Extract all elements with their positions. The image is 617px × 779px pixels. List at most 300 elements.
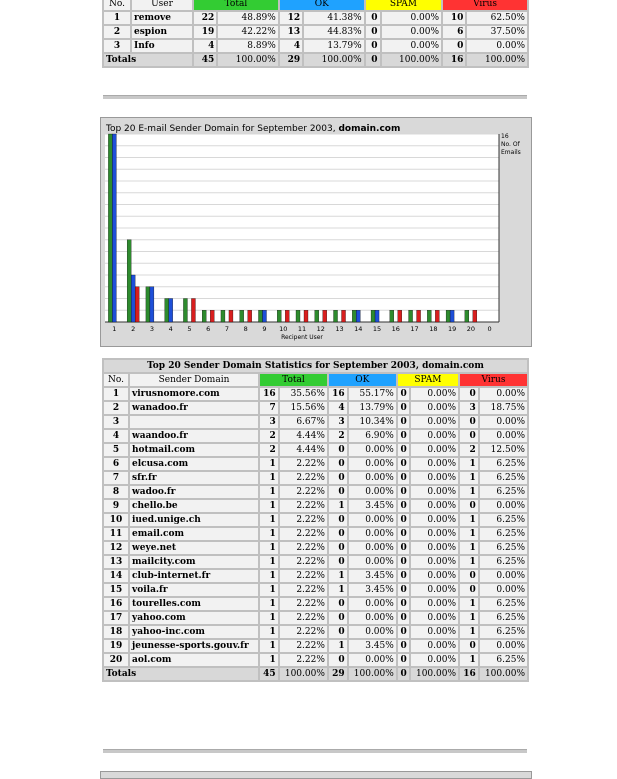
- table-header-row: [104, 0, 527, 10]
- cell-spam: 0: [398, 556, 409, 568]
- bar-ok: [262, 310, 266, 322]
- cell-total: 1: [260, 654, 278, 666]
- bar-virus: [285, 310, 289, 322]
- cell-no: 4: [104, 430, 128, 442]
- bar-total: [258, 310, 262, 322]
- table-row: [104, 640, 527, 652]
- cell-domain: chello.be: [130, 500, 258, 512]
- cell-total-pct: 2.22%: [280, 570, 327, 582]
- bar-ok: [169, 299, 173, 323]
- cell-total-pct: 8.89%: [218, 40, 278, 52]
- cell-spam-pct: 0.00%: [411, 458, 458, 470]
- table-row: [104, 388, 527, 400]
- cell-ok-pct: 0.00%: [349, 514, 396, 526]
- cell-virus-pct: 6.25%: [480, 598, 527, 610]
- cell-spam: 0: [398, 514, 409, 526]
- cell-no: 1: [104, 388, 128, 400]
- x-tick-label: 16: [391, 325, 400, 333]
- bar-total: [183, 299, 187, 323]
- cell-ok-pct: 41.38%: [304, 12, 364, 24]
- cell-ok: 0: [329, 472, 347, 484]
- totals-row: [104, 54, 527, 66]
- cell-domain: aol.com: [130, 654, 258, 666]
- header-ok: OK: [280, 0, 364, 10]
- cell-virus: 2: [460, 444, 478, 456]
- bar-virus: [229, 310, 233, 322]
- bar-total: [446, 310, 450, 322]
- divider-2: [103, 749, 527, 753]
- cell-ok: 0: [329, 514, 347, 526]
- header-spam: SPAM: [398, 374, 458, 386]
- cell-ok: 1: [329, 570, 347, 582]
- cell-no: 6: [104, 458, 128, 470]
- cell-virus-pct: 6.25%: [480, 486, 527, 498]
- cell-spam-pct: 0.00%: [411, 654, 458, 666]
- cell-virus-pct: 0.00%: [480, 388, 527, 400]
- cell-virus: 0: [460, 500, 478, 512]
- cell-domain: jeunesse-sports.gouv.fr: [130, 640, 258, 652]
- cell-domain: [130, 416, 258, 428]
- cell-no: 15: [104, 584, 128, 596]
- bar-total: [277, 310, 281, 322]
- cell-virus: 1: [460, 626, 478, 638]
- cell-domain: mailcity.com: [130, 556, 258, 568]
- cell-ok: 1: [329, 640, 347, 652]
- cell-virus: 1: [460, 654, 478, 666]
- x-tick-label: 14: [354, 325, 363, 333]
- table-row: [104, 514, 527, 526]
- bar-ok: [356, 310, 360, 322]
- cell-virus: 6: [443, 26, 465, 38]
- bar-ok: [112, 134, 116, 322]
- cell-ok: 4: [280, 40, 302, 52]
- totals-ok-pct: 100.00%: [349, 668, 396, 680]
- cell-total-pct: 2.22%: [280, 598, 327, 610]
- x-axis-label: Recipent User: [281, 334, 323, 341]
- cell-virus-pct: 6.25%: [480, 556, 527, 568]
- totals-ok: 29: [329, 668, 347, 680]
- cell-spam: 0: [398, 458, 409, 470]
- cell-virus: 0: [460, 416, 478, 428]
- cell-virus: 1: [460, 458, 478, 470]
- cell-virus-pct: 0.00%: [480, 430, 527, 442]
- x-tick-label: 17: [410, 325, 419, 333]
- cell-spam-pct: 0.00%: [411, 486, 458, 498]
- cell-virus: 1: [460, 542, 478, 554]
- cell-total-pct: 2.22%: [280, 640, 327, 652]
- cell-virus-pct: 6.25%: [480, 514, 527, 526]
- cell-virus-pct: 0.00%: [480, 500, 527, 512]
- cell-total: 1: [260, 458, 278, 470]
- cell-ok-pct: 0.00%: [349, 556, 396, 568]
- cell-spam-pct: 0.00%: [411, 402, 458, 414]
- cell-spam-pct: 0.00%: [411, 388, 458, 400]
- totals-virus: 16: [443, 54, 465, 66]
- bar-total: [409, 310, 413, 322]
- cell-total: 1: [260, 556, 278, 568]
- cell-spam: 0: [398, 598, 409, 610]
- y-axis-label: No. Of: [501, 141, 520, 148]
- cell-ok-pct: 0.00%: [349, 598, 396, 610]
- cell-virus: 1: [460, 612, 478, 624]
- cell-spam: 0: [398, 570, 409, 582]
- bar-total: [165, 299, 169, 323]
- header-total: Total: [194, 0, 278, 10]
- table-row: [104, 500, 527, 512]
- cell-ok: 1: [329, 500, 347, 512]
- cell-spam: 0: [398, 402, 409, 414]
- cell-domain: voila.fr: [130, 584, 258, 596]
- cell-total: 22: [194, 12, 216, 24]
- cell-ok: 12: [280, 12, 302, 24]
- cell-domain: email.com: [130, 528, 258, 540]
- totals-virus-pct: 100.00%: [467, 54, 527, 66]
- header-domain: Sender Domain: [130, 374, 258, 386]
- cell-spam-pct: 0.00%: [411, 570, 458, 582]
- x-tick-label: 11: [297, 325, 307, 333]
- cell-ok-pct: 0.00%: [349, 444, 396, 456]
- cell-ok: 3: [329, 416, 347, 428]
- divider-1: [103, 95, 527, 99]
- bar-total: [146, 287, 150, 322]
- cell-total-pct: 15.56%: [280, 402, 327, 414]
- table-row: [104, 542, 527, 554]
- cell-virus-pct: 0.00%: [480, 416, 527, 428]
- cell-spam-pct: 0.00%: [411, 500, 458, 512]
- cell-no: 10: [104, 514, 128, 526]
- cell-no: 9: [104, 500, 128, 512]
- bar-ok: [150, 287, 154, 322]
- cell-ok-pct: 10.34%: [349, 416, 396, 428]
- cell-no: 3: [104, 416, 128, 428]
- cell-total-pct: 2.22%: [280, 626, 327, 638]
- cell-total-pct: 2.22%: [280, 654, 327, 666]
- cell-domain: yahoo.com: [130, 612, 258, 624]
- cell-total: 1: [260, 514, 278, 526]
- cell-virus: 1: [460, 598, 478, 610]
- cell-total: 1: [260, 626, 278, 638]
- cell-spam: 0: [398, 654, 409, 666]
- cell-ok-pct: 0.00%: [349, 472, 396, 484]
- table-row: [104, 486, 527, 498]
- header-ok: OK: [329, 374, 396, 386]
- cell-virus-pct: 6.25%: [480, 542, 527, 554]
- cell-virus-pct: 0.00%: [480, 640, 527, 652]
- bar-total: [240, 310, 244, 322]
- cell-total: 1: [260, 570, 278, 582]
- cell-no: 3: [104, 40, 130, 52]
- cell-total-pct: 2.22%: [280, 612, 327, 624]
- cell-domain: virusnomore.com: [130, 388, 258, 400]
- cell-domain: elcusa.com: [130, 458, 258, 470]
- x-tick-label: 3: [149, 325, 154, 333]
- cell-virus-pct: 12.50%: [480, 444, 527, 456]
- cell-spam-pct: 0.00%: [411, 556, 458, 568]
- cell-ok: 0: [329, 542, 347, 554]
- cell-user: espion: [132, 26, 192, 38]
- cell-virus: 0: [460, 430, 478, 442]
- cell-total: 1: [260, 500, 278, 512]
- x-tick-label: 7: [224, 325, 230, 333]
- cell-spam: 0: [398, 416, 409, 428]
- cell-virus: 3: [460, 402, 478, 414]
- bar-virus: [435, 310, 439, 322]
- cell-ok-pct: 0.00%: [349, 542, 396, 554]
- cell-ok: 2: [329, 430, 347, 442]
- bar-total: [221, 310, 225, 322]
- bar-virus: [417, 310, 421, 322]
- cell-total-pct: 2.22%: [280, 584, 327, 596]
- cell-virus: 0: [460, 640, 478, 652]
- cell-ok: 0: [329, 528, 347, 540]
- bar-virus: [398, 310, 402, 322]
- cell-spam-pct: 0.00%: [411, 416, 458, 428]
- cell-total-pct: 4.44%: [280, 430, 327, 442]
- cell-no: 11: [104, 528, 128, 540]
- cell-virus: 1: [460, 528, 478, 540]
- cell-total-pct: 2.22%: [280, 486, 327, 498]
- cell-no: 19: [104, 640, 128, 652]
- x-tick-label: 2: [131, 325, 136, 333]
- header-total: Total: [260, 374, 327, 386]
- cell-user: Info: [132, 40, 192, 52]
- bar-virus: [342, 310, 346, 322]
- bar-virus: [135, 287, 139, 322]
- cell-no: 5: [104, 444, 128, 456]
- bar-virus: [304, 310, 308, 322]
- table-row: [104, 472, 527, 484]
- table-row: [104, 556, 527, 568]
- y-axis-label: 16: [501, 133, 509, 140]
- cell-ok: 4: [329, 402, 347, 414]
- totals-virus: 16: [460, 668, 478, 680]
- cell-ok: 13: [280, 26, 302, 38]
- bar-virus: [191, 299, 195, 323]
- cell-total-pct: 6.67%: [280, 416, 327, 428]
- table-row: [104, 528, 527, 540]
- bar-total: [334, 310, 338, 322]
- table-row: [104, 430, 527, 442]
- cell-total: 1: [260, 542, 278, 554]
- cell-ok: 0: [329, 556, 347, 568]
- table-header-row: [104, 374, 527, 386]
- cell-spam: 0: [366, 40, 380, 52]
- x-tick-label: 1: [112, 325, 117, 333]
- sender-domain-table: [102, 358, 529, 682]
- totals-label: Totals: [104, 54, 192, 66]
- cell-spam: 0: [398, 612, 409, 624]
- user-stats-table: [102, 0, 529, 68]
- header-virus: Virus: [460, 374, 527, 386]
- table-row: [104, 626, 527, 638]
- cell-total-pct: 2.22%: [280, 528, 327, 540]
- cell-spam: 0: [398, 528, 409, 540]
- cell-ok-pct: 0.00%: [349, 486, 396, 498]
- cell-total: 1: [260, 528, 278, 540]
- cell-virus-pct: 6.25%: [480, 654, 527, 666]
- sender-domain-chart: [100, 117, 532, 347]
- cell-virus: 0: [460, 388, 478, 400]
- cell-spam: 0: [398, 640, 409, 652]
- cell-virus-pct: 0.00%: [480, 570, 527, 582]
- bar-virus: [248, 310, 252, 322]
- totals-spam-pct: 100.00%: [382, 54, 442, 66]
- cell-total-pct: 35.56%: [280, 388, 327, 400]
- cell-spam: 0: [398, 584, 409, 596]
- cell-no: 17: [104, 612, 128, 624]
- cell-total: 19: [194, 26, 216, 38]
- totals-ok: 29: [280, 54, 302, 66]
- header-spam: SPAM: [366, 0, 441, 10]
- cell-ok: 0: [329, 486, 347, 498]
- totals-ok-pct: 100.00%: [304, 54, 364, 66]
- table-row: [104, 612, 527, 624]
- cell-spam-pct: 0.00%: [411, 612, 458, 624]
- cell-virus-pct: 0.00%: [480, 584, 527, 596]
- cell-total-pct: 4.44%: [280, 444, 327, 456]
- cell-spam: 0: [398, 388, 409, 400]
- table-row: [104, 654, 527, 666]
- bar-total: [202, 310, 206, 322]
- cell-spam: 0: [398, 472, 409, 484]
- cell-spam-pct: 0.00%: [411, 528, 458, 540]
- cell-domain: sfr.fr: [130, 472, 258, 484]
- cell-virus: 10: [443, 12, 465, 24]
- bar-virus: [210, 310, 214, 322]
- cell-virus-pct: 0.00%: [467, 40, 527, 52]
- cell-virus-pct: 6.25%: [480, 626, 527, 638]
- cell-domain: iued.unige.ch: [130, 514, 258, 526]
- bar-ok: [450, 310, 454, 322]
- cell-domain: wadoo.fr: [130, 486, 258, 498]
- bar-virus: [323, 310, 327, 322]
- cell-total: 2: [260, 444, 278, 456]
- next-section-frame: [100, 771, 532, 779]
- bar-virus: [473, 310, 477, 322]
- x-tick-label: 15: [372, 325, 382, 333]
- totals-spam-pct: 100.00%: [411, 668, 458, 680]
- table-caption: Top 20 Sender Domain Statistics for September 2003, domain.com: [104, 360, 527, 372]
- totals-virus-pct: 100.00%: [480, 668, 527, 680]
- cell-no: 2: [104, 402, 128, 414]
- cell-spam-pct: 0.00%: [382, 40, 442, 52]
- cell-no: 18: [104, 626, 128, 638]
- cell-virus-pct: 62.50%: [467, 12, 527, 24]
- table-row: [104, 12, 527, 24]
- cell-ok-pct: 0.00%: [349, 626, 396, 638]
- cell-domain: yahoo-inc.com: [130, 626, 258, 638]
- cell-virus: 1: [460, 472, 478, 484]
- totals-label: Totals: [104, 668, 258, 680]
- cell-spam: 0: [398, 486, 409, 498]
- totals-total-pct: 100.00%: [280, 668, 327, 680]
- cell-total: 4: [194, 40, 216, 52]
- cell-no: 14: [104, 570, 128, 582]
- cell-ok-pct: 3.45%: [349, 584, 396, 596]
- cell-spam-pct: 0.00%: [411, 584, 458, 596]
- cell-domain: club-internet.fr: [130, 570, 258, 582]
- cell-total-pct: 48.89%: [218, 12, 278, 24]
- cell-ok: 0: [329, 612, 347, 624]
- cell-total-pct: 2.22%: [280, 514, 327, 526]
- cell-spam: 0: [398, 430, 409, 442]
- cell-virus-pct: 6.25%: [480, 528, 527, 540]
- cell-spam-pct: 0.00%: [382, 12, 442, 24]
- x-tick-label: 5: [187, 325, 192, 333]
- cell-user: remove: [132, 12, 192, 24]
- cell-ok-pct: 3.45%: [349, 570, 396, 582]
- cell-ok: 0: [329, 626, 347, 638]
- cell-virus-pct: 6.25%: [480, 458, 527, 470]
- table-row: [104, 416, 527, 428]
- cell-no: 12: [104, 542, 128, 554]
- cell-domain: weye.net: [130, 542, 258, 554]
- cell-ok-pct: 3.45%: [349, 500, 396, 512]
- cell-spam: 0: [398, 444, 409, 456]
- cell-domain: waandoo.fr: [130, 430, 258, 442]
- bar-total: [390, 310, 394, 322]
- x-tick-label: 10: [279, 325, 288, 333]
- cell-no: 7: [104, 472, 128, 484]
- cell-no: 13: [104, 556, 128, 568]
- header-no: No.: [104, 0, 130, 10]
- cell-total: 1: [260, 598, 278, 610]
- bar-total: [465, 310, 469, 322]
- table-row: [104, 26, 527, 38]
- chart-title: Top 20 E-mail Sender Domain for September 2003, domain.com: [106, 124, 401, 134]
- cell-ok: 0: [329, 598, 347, 610]
- cell-spam-pct: 0.00%: [411, 430, 458, 442]
- cell-domain: hotmail.com: [130, 444, 258, 456]
- cell-spam-pct: 0.00%: [411, 640, 458, 652]
- cell-ok-pct: 6.90%: [349, 430, 396, 442]
- table-row: [104, 458, 527, 470]
- table-row: [104, 444, 527, 456]
- cell-domain: tourelles.com: [130, 598, 258, 610]
- bar-total: [296, 310, 300, 322]
- cell-total: 3: [260, 416, 278, 428]
- bar-total: [352, 310, 356, 322]
- x-tick-label: 20: [466, 325, 475, 333]
- cell-total: 7: [260, 402, 278, 414]
- table-row: [104, 40, 527, 52]
- bar-total: [127, 240, 131, 322]
- cell-virus: 0: [460, 570, 478, 582]
- chart-canvas: [101, 118, 531, 346]
- cell-ok-pct: 44.83%: [304, 26, 364, 38]
- cell-spam-pct: 0.00%: [382, 26, 442, 38]
- cell-virus-pct: 37.50%: [467, 26, 527, 38]
- cell-ok-pct: 13.79%: [304, 40, 364, 52]
- cell-virus-pct: 6.25%: [480, 472, 527, 484]
- cell-virus-pct: 6.25%: [480, 612, 527, 624]
- cell-total-pct: 2.22%: [280, 542, 327, 554]
- totals-spam: 0: [366, 54, 380, 66]
- header-no: No.: [104, 374, 128, 386]
- cell-spam: 0: [398, 626, 409, 638]
- cell-total-pct: 2.22%: [280, 472, 327, 484]
- bar-total: [315, 310, 319, 322]
- bar-ok: [375, 310, 379, 322]
- table-row: [104, 584, 527, 596]
- cell-virus: 0: [443, 40, 465, 52]
- cell-total: 1: [260, 640, 278, 652]
- y-axis-label: Emails: [501, 149, 521, 156]
- cell-virus-pct: 18.75%: [480, 402, 527, 414]
- cell-ok: 0: [329, 444, 347, 456]
- bar-total: [371, 310, 375, 322]
- cell-no: 8: [104, 486, 128, 498]
